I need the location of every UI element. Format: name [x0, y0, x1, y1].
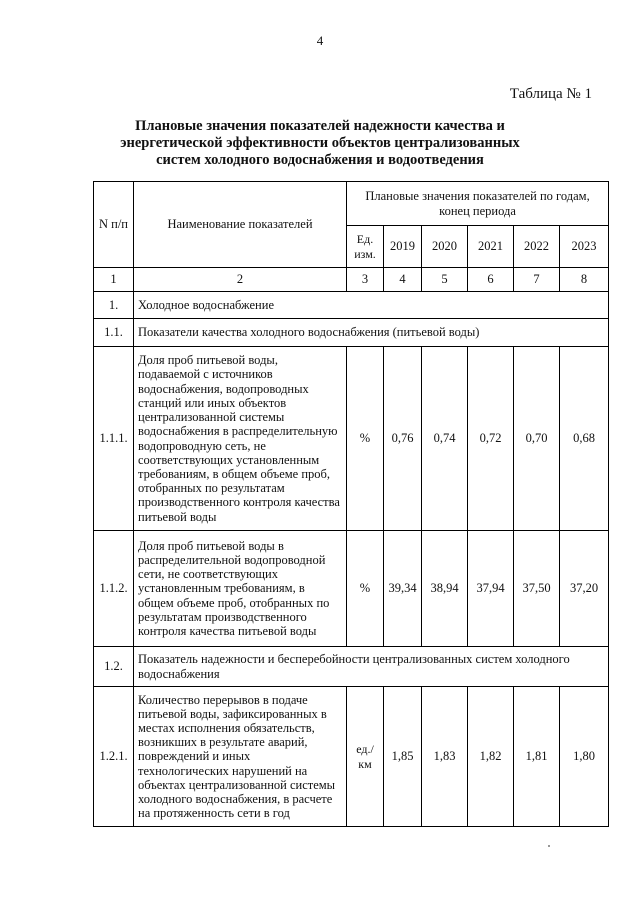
row-value: 1,81: [514, 687, 560, 827]
header-year: 2022: [514, 226, 560, 268]
row-num: 1.1.1.: [94, 347, 134, 531]
row-num: 1.2.1.: [94, 687, 134, 827]
header-name: Наименование показателей: [134, 182, 347, 268]
row-value: 38,94: [422, 531, 468, 647]
row-value: 37,50: [514, 531, 560, 647]
row-value: 37,20: [560, 531, 609, 647]
row-name: Доля проб питьевой воды в распределительной водопроводной сети, не соответствующих установленным требованиям, в общем объеме проб, отобранных по результатам производственного контроля качества питьевой воды: [134, 531, 347, 647]
header-unit: Ед. изм.: [347, 226, 384, 268]
row-unit: ед./км: [347, 687, 384, 827]
section-num: 1.2.: [94, 647, 134, 687]
table-row: [94, 347, 609, 531]
row-value: 37,94: [468, 531, 514, 647]
section-num: 1.: [94, 292, 134, 319]
column-number-row: [94, 268, 609, 292]
column-number: 4: [384, 268, 422, 292]
page-number: 4: [316, 33, 324, 48]
header-row: [94, 182, 609, 226]
section-row: [94, 292, 609, 319]
column-number: 1: [94, 268, 134, 292]
table-row: [94, 531, 609, 647]
title-line: энергетической эффективности объектов централизованных: [120, 135, 520, 151]
row-unit: %: [347, 347, 384, 531]
row-value: 0,68: [560, 347, 609, 531]
section-title: Показатель надежности и бесперебойности централизованных систем холодного водоснабжения: [134, 647, 609, 687]
row-value: 1,80: [560, 687, 609, 827]
table-row: [94, 687, 609, 827]
row-name: Доля проб питьевой воды, подаваемой с источников водоснабжения, водопроводных станций или иных объектов централизованной системы водоснабжения в распределительную водопроводную сеть, не соответствующих установленным требованиям, в общем объеме проб, отобранных по результатам производственного контроля качества питьевой воды: [134, 347, 347, 531]
title-line: Плановые значения показателей надежности качества и: [135, 118, 505, 134]
row-value: 0,72: [468, 347, 514, 531]
column-number: 6: [468, 268, 514, 292]
row-unit: %: [347, 531, 384, 647]
header-year: 2019: [384, 226, 422, 268]
row-value: 39,34: [384, 531, 422, 647]
header-year: 2021: [468, 226, 514, 268]
section-row: [94, 319, 609, 347]
column-number: 7: [514, 268, 560, 292]
row-num: 1.1.2.: [94, 531, 134, 647]
column-number: 5: [422, 268, 468, 292]
row-name: Количество перерывов в подаче питьевой воды, зафиксированных в местах исполнения обязательств, возникших в результате аварий, повреждений и иных технологических нарушений на объектах централизованной системы холодного водоснабжения, в расчете на протяженность сети в год: [134, 687, 347, 827]
table-label: Таблица № 1: [509, 86, 592, 102]
column-number: 3: [347, 268, 384, 292]
scan-mark: [548, 845, 550, 847]
header-num: N п/п: [94, 182, 134, 268]
row-value: 0,70: [514, 347, 560, 531]
header-year: 2020: [422, 226, 468, 268]
section-title: Холодное водоснабжение: [134, 292, 609, 319]
row-value: 1,83: [422, 687, 468, 827]
document-title: [0, 118, 640, 169]
column-number: 2: [134, 268, 347, 292]
row-value: 0,74: [422, 347, 468, 531]
column-number: 8: [560, 268, 609, 292]
section-title: Показатели качества холодного водоснабжения (питьевой воды): [134, 319, 609, 347]
title-line: систем холодного водоснабжения и водоотведения: [156, 152, 484, 168]
section-row: [94, 647, 609, 687]
header-year: 2023: [560, 226, 609, 268]
row-value: 0,76: [384, 347, 422, 531]
section-num: 1.1.: [94, 319, 134, 347]
row-value: 1,82: [468, 687, 514, 827]
indicators-table: [93, 181, 609, 827]
header-group: Плановые значения показателей по годам, конец периода: [347, 182, 609, 226]
row-value: 1,85: [384, 687, 422, 827]
